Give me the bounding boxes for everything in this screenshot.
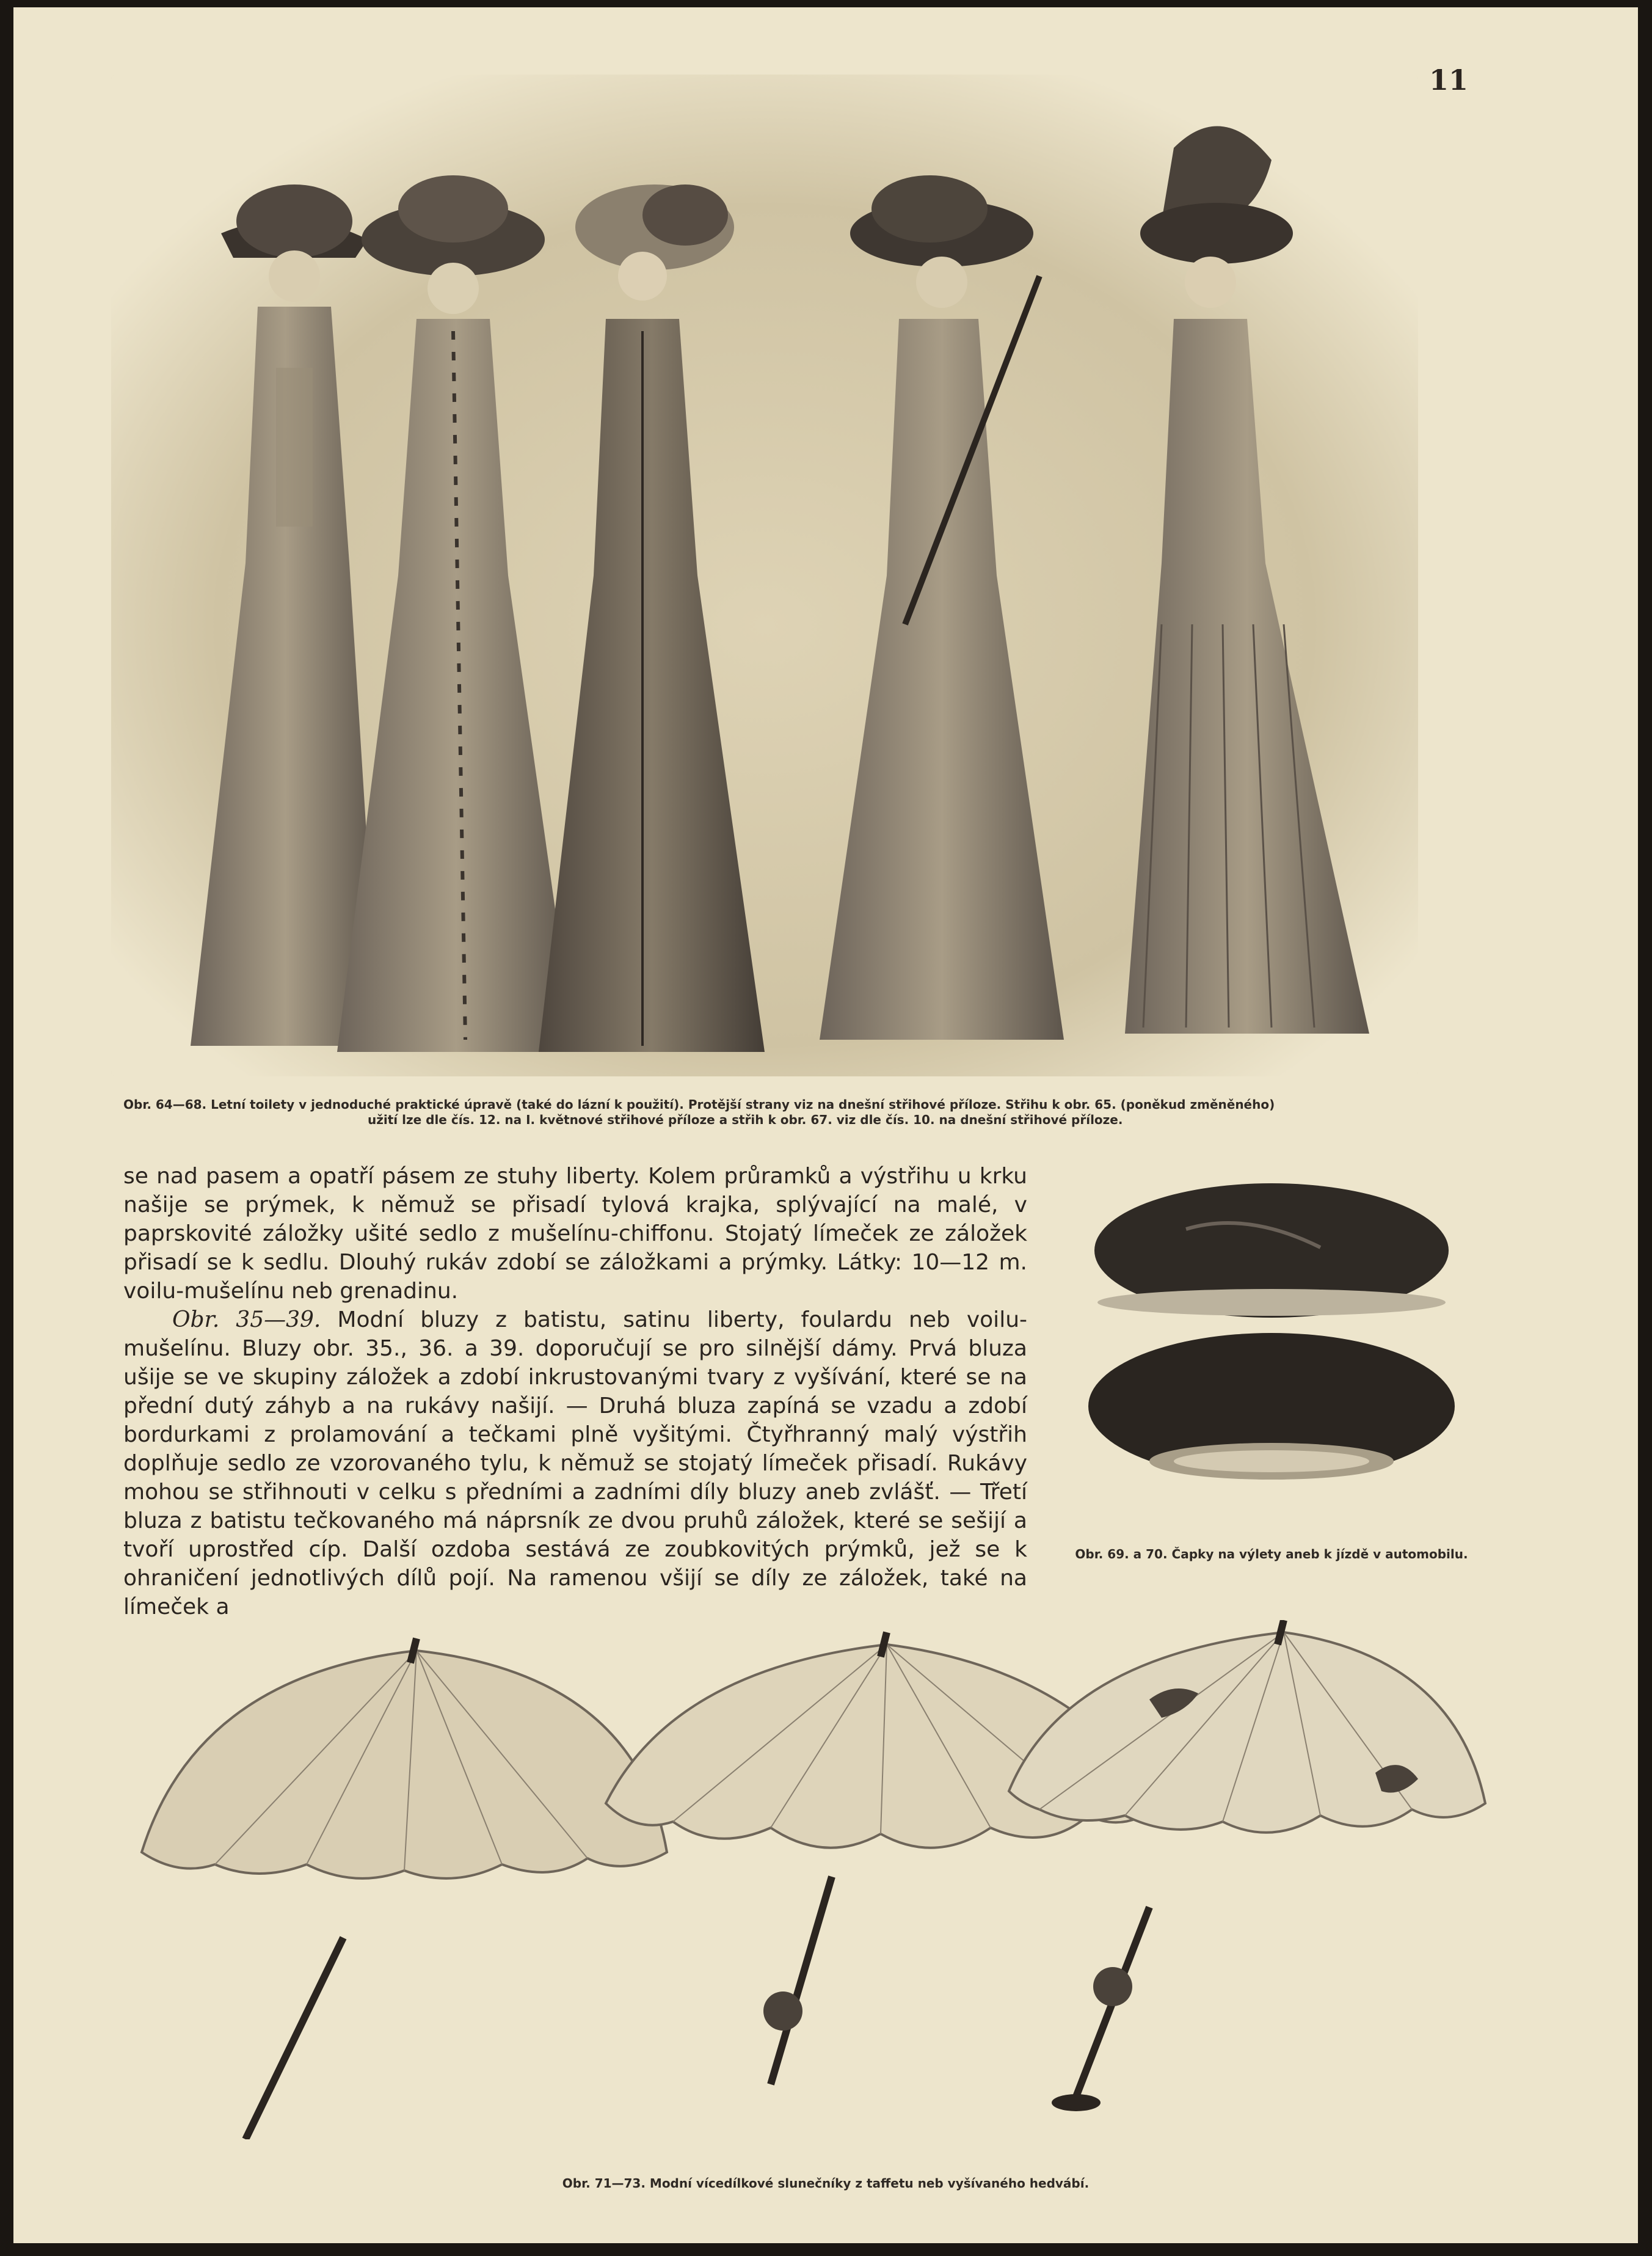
caption-ladies-line1: Obr. 64—68. Letní toilety v jednoduché praktické úpravě (také do lázní k použití). Protější strany viz na dnešní střihové příloze. Střihu k obr. 65. (poněkud změněného)	[123, 1097, 1275, 1112]
caption-ladies-line2: užití lze dle čís. 12. na I. květnové střihové příloze a střih k obr. 67. viz dle čís. 10. na dnešní střihové příloze.	[368, 1112, 1123, 1127]
body-paragraph-2-text: Modní bluzy z batistu, satinu liberty, foulardu neb voilu-mušelínu. Bluzy obr. 35., 36. a 39. doporučují se pro silnější dámy. Prvá bluza ušije se ve skupiny záložek a zdobí inkrustovanými tvary z vyšívání, které se na přední dutý záhyb a na rukávy našijí. — Druhá bluza zapíná se vzadu a zdobí bordurkami z prolamování a tečkami plně vyšitými. Čtyřhranný malý výstřih doplňuje sedlo ze vzorovaného tylu, k němuž se stojatý límeček přisadí. Rukávy mohou se střihnouti v celku s předními a zadními díly bluzy aneb zvlášť. — Třetí bluza z batistu tečkovaného má náprsník ze dvou pruhů záložek, které se sešijí a tvoří uprostřed cíp. Další ozdoba sestává ze zoubkovitých prýmků, jež se k ohraničení jednotlivých dílů pojí. Na ramenou všijí se díly ze záložek, také na límeček a	[123, 1307, 1027, 1619]
figure-caption-ladies	[123, 1097, 1485, 1128]
body-paragraph-2	[123, 1305, 1027, 1621]
article-body	[123, 1162, 1027, 1621]
fashion-illustration-ladies	[111, 75, 1418, 1076]
figure-caption-parasols: Obr. 71—73. Modní vícedílkové slunečníky z taffetu neb vyšívaného hedvábí.	[562, 2176, 1090, 2191]
page	[13, 7, 1638, 2243]
figure-reference: Obr. 35—39.	[172, 1307, 321, 1332]
caps-illustration	[1064, 1162, 1479, 1541]
page-number: 11	[1429, 64, 1469, 97]
figure-caption-caps: Obr. 69. a 70. Čapky na výlety aneb k jízdě v automobilu.	[1075, 1547, 1468, 1561]
parasols-illustration	[123, 1620, 1504, 2139]
body-paragraph-1: se nad pasem a opatří pásem ze stuhy liberty. Kolem průramků a výstřihu u krku našije se prýmek, k němuž se přisadí tylová krajka, splývající na malé, v paprskovité záložky ušité sedlo z mušelínu-chiffonu. Stojatý límeček ze záložek přisadí se k sedlu. Dlouhý rukáv zdobí se záložkami a prýmky. Látky: 10—12 m. voilu-mušelínu neb grenadinu.	[123, 1164, 1027, 1304]
